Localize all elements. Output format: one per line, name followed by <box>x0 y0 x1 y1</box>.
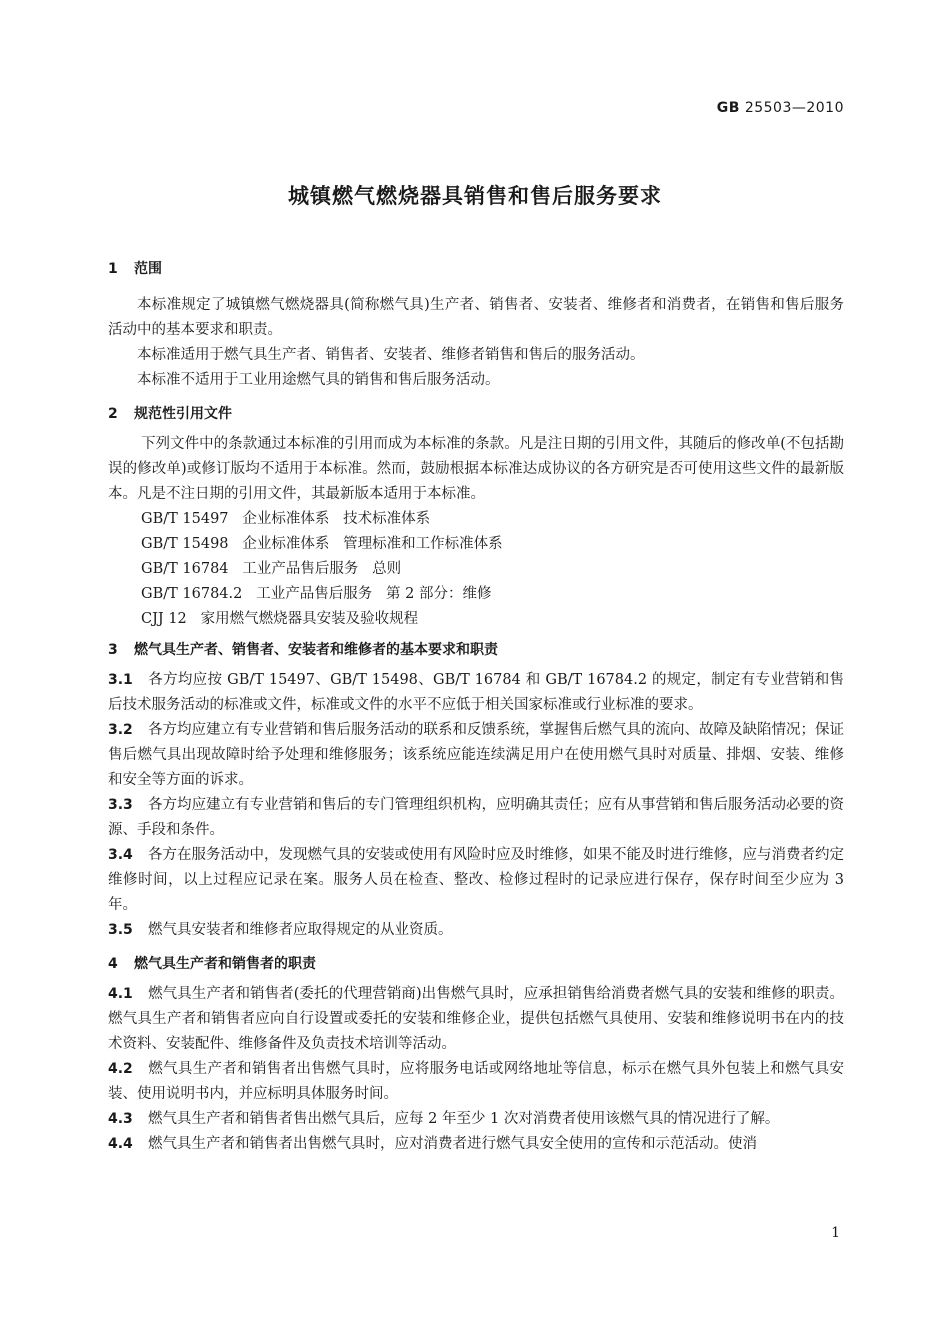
clause-number: 4.3 <box>108 1111 133 1127</box>
standard-number <box>717 100 844 116</box>
standard-code: 25503—2010 <box>744 100 844 116</box>
clause-text: 各方均应建立有专业营销和售后的专门管理组织机构，应明确其责任；应有从事营销和售后服务活动必要的资源、手段和条件。 <box>108 797 844 838</box>
reference-item: CJJ 12 家用燃气燃烧器具安装及验收规程 <box>141 611 419 627</box>
reference-item: GB/T 16784 工业产品售后服务 总则 <box>141 561 402 577</box>
document-body <box>108 257 844 1157</box>
clause-number: 4.2 <box>108 1061 133 1077</box>
paragraph: 下列文件中的条款通过本标准的引用而成为本标准的条款。凡是注日期的引用文件，其随后的修改单(不包括勘误的修改单)或修订版均不适用于本标准。然而，鼓励根据本标准达成协议的各方研究是否可使用这些文件的最新版本。凡是不注日期的引用文件，其最新版本适用于本标准。 <box>108 436 844 502</box>
paragraph: 本标准不适用于工业用途燃气具的销售和售后服务活动。 <box>137 372 500 388</box>
section-4-heading <box>108 952 844 976</box>
section-number: 4 <box>108 956 118 972</box>
section-number: 3 <box>108 642 118 658</box>
clause-text: 燃气具生产者和销售者出售燃气具时，应将服务电话或网络地址等信息，标示在燃气具外包装上和燃气具安装、使用说明书内，并应标明具体服务时间。 <box>108 1061 844 1102</box>
reference-item: GB/T 15497 企业标准体系 技术标准体系 <box>141 511 431 527</box>
clause-text: 各方均应建立有专业营销和售后服务活动的联系和反馈系统，掌握售后燃气具的流向、故障及缺陷情况；保证售后燃气具出现故障时给予处理和维修服务；该系统应能连续满足用户在使用燃气具时对质量、排烟、安装、维修和安全等方面的诉求。 <box>108 722 844 788</box>
section-3-heading <box>108 638 844 662</box>
page-number: 1 <box>831 1225 840 1241</box>
clause-text: 燃气具生产者和销售者出售燃气具时，应对消费者进行燃气具安全使用的宣传和示范活动。使消 <box>148 1136 757 1152</box>
section-1-heading <box>108 257 844 281</box>
document-title: 城镇燃气燃烧器具销售和售后服务要求 <box>288 184 662 208</box>
clause <box>108 982 844 1057</box>
clause-text: 燃气具安装者和维修者应取得规定的从业资质。 <box>148 922 453 938</box>
clause <box>108 718 844 793</box>
clause-number: 3.2 <box>108 722 133 738</box>
section-title: 规范性引用文件 <box>134 406 232 422</box>
clause-number: 4.1 <box>108 986 133 1002</box>
clause-text: 燃气具生产者和销售者(委托的代理营销商)出售燃气具时，应承担销售给消费者燃气具的安装和维修的职责。燃气具生产者和销售者应向自行设置或委托的安装和维修企业，提供包括燃气具使用、安装和维修说明书在内的技术资料、安装配件、维修备件及负责技术培训等活动。 <box>108 986 844 1052</box>
section-number: 1 <box>108 261 118 277</box>
clause-number: 3.1 <box>108 672 133 688</box>
reference-item: GB/T 16784.2 工业产品售后服务 第 2 部分：维修 <box>141 586 492 602</box>
clause <box>108 668 844 718</box>
clause-number: 4.4 <box>108 1136 133 1152</box>
clause <box>108 1057 844 1107</box>
paragraph: 本标准适用于燃气具生产者、销售者、安装者、维修者销售和售后的服务活动。 <box>137 347 645 363</box>
clause-text: 各方在服务活动中，发现燃气具的安装或使用有风险时应及时维修，如果不能及时进行维修，应与消费者约定维修时间，以上过程应记录在案。服务人员在检查、整改、检修过程时的记录应进行保存，保存时间至少应为 3 年。 <box>108 847 844 913</box>
clause-number: 3.3 <box>108 797 133 813</box>
clause <box>108 793 844 843</box>
clause-number: 3.5 <box>108 922 133 938</box>
clause <box>108 843 844 918</box>
clause-number: 3.4 <box>108 847 133 863</box>
section-number: 2 <box>108 406 118 422</box>
section-title: 燃气具生产者、销售者、安装者和维修者的基本要求和职责 <box>134 642 498 658</box>
section-title: 范围 <box>134 261 162 277</box>
clause-text: 燃气具生产者和销售者售出燃气具后，应每 2 年至少 1 次对消费者使用该燃气具的情况进行了解。 <box>148 1111 780 1127</box>
clause <box>108 1107 844 1132</box>
clause-text: 各方均应按 GB/T 15497、GB/T 15498、GB/T 16784 和 GB/T 16784.2 的规定，制定有专业营销和售后技术服务活动的标准或文件，标准或文件的水平不应低于相关国家标准或行业标准的要求。 <box>108 672 844 713</box>
reference-item: GB/T 15498 企业标准体系 管理标准和工作标准体系 <box>141 536 503 552</box>
section-2-heading <box>108 402 844 426</box>
clause <box>108 918 844 943</box>
paragraph: 本标准规定了城镇燃气燃烧器具(简称燃气具)生产者、销售者、安装者、维修者和消费者，在销售和售后服务活动中的基本要求和职责。 <box>108 297 844 338</box>
standard-prefix: GB <box>716 100 740 116</box>
section-title: 燃气具生产者和销售者的职责 <box>134 956 316 972</box>
clause <box>108 1132 844 1157</box>
